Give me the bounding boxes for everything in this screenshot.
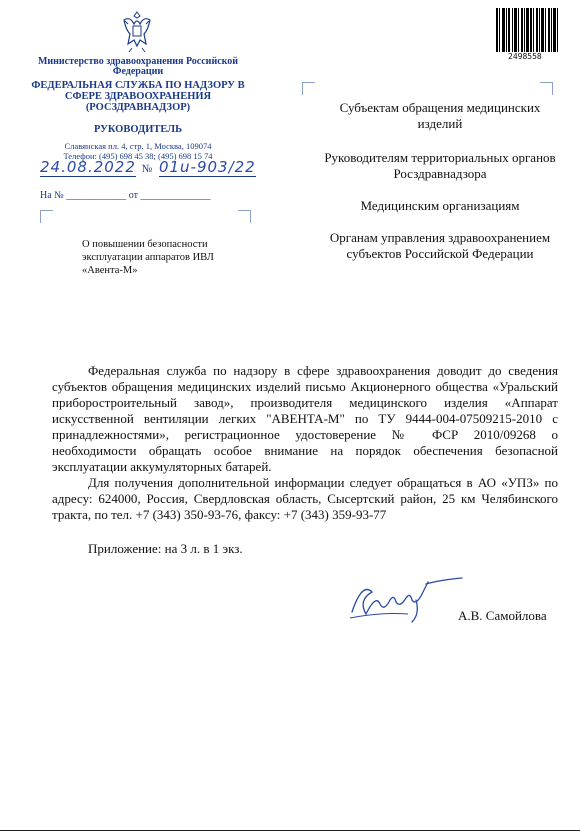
number-sign: №: [141, 163, 154, 175]
coat-of-arms-icon: [120, 8, 154, 54]
reference-line: На № ____________ от ______________: [40, 190, 211, 201]
recipient-3: Медицинским организациям: [360, 198, 520, 213]
handwritten-number: 01u-903/22: [158, 158, 256, 176]
ministry-name: Министерство здравоохранения Российской Федерации: [37, 56, 239, 77]
corner-mark: [238, 210, 251, 223]
letterhead-head: РУКОВОДИТЕЛЬ: [93, 124, 183, 135]
corner-mark: [40, 210, 53, 223]
body-paragraph-1: Федеральная служба по надзору в сфере здравоохранения доводит до сведения субъектов обращения медицинских изделий письмо Акционерного общества «Уральский приборостроительный завод», производителя медицинского изделия «Аппарат искусственной вентиляции легких "АВЕНТА-М" по ТУ 9444-004-07509215-2010 с принадлежностями», регистрационное удостоверение № ФСР 2010/09268 о необходимости обращать особое внимание на порядок обеспечения безопасной эксплуатации аккумуляторных батарей.: [52, 363, 558, 474]
page-bottom-divider: [0, 830, 580, 831]
barcode: [496, 8, 558, 52]
handwritten-date: 24.08.2022: [40, 158, 136, 176]
letter-subject: О повышении безопасности эксплуатации аппаратов ИВЛ «Авента-М»: [82, 239, 214, 276]
letter-body: [52, 363, 558, 523]
handwritten-signature: [346, 572, 466, 632]
handwritten-date-number: [40, 158, 256, 176]
recipient-1: Субъектам обращения медицинских изделий: [339, 100, 541, 131]
signer-name: А.В. Самойлова: [458, 608, 547, 623]
attachment-note: Приложение: на 3 л. в 1 экз.: [88, 541, 243, 556]
corner-mark: [302, 82, 315, 95]
barcode-number: 2498558: [508, 52, 542, 61]
agency-name: ФЕДЕРАЛЬНАЯ СЛУЖБА ПО НАДЗОРУ В СФЕРЕ ЗДРАВООХРАНЕНИЯ (РОСЗДРАВНАДЗОР): [31, 80, 245, 113]
phone-line: Телефон: (495) 698 45 38; (495) 698 15 74: [63, 151, 213, 161]
body-paragraph-2: Для получения дополнительной информации следует обращаться в АО «УПЗ» по адресу: 624000, Россия, Свердловская область, Сысертский район, 25 км Челябинского тракта, по тел. +7 (343) 350-93-76, факсу: +7 (343) 359-93-77: [52, 475, 558, 522]
recipient-2: Руководителям территориальных органов Росздравнадзора: [324, 150, 556, 181]
corner-mark: [540, 82, 553, 95]
address-line: Славянская пл. 4, стр. 1, Москва, 109074: [64, 141, 212, 151]
recipient-4: Органам управления здравоохранением субъектов Российской Федерации: [329, 230, 551, 261]
